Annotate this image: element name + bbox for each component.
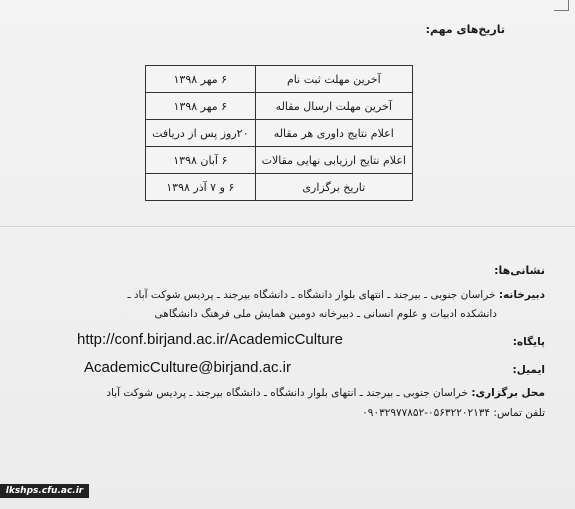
table-row [146, 120, 413, 147]
venue-line [106, 387, 545, 399]
addresses-heading: نشانی‌ها: [494, 264, 545, 277]
email-label: ایمیل: [512, 364, 545, 376]
secretariat-address: خراسان جنوبی ـ بیرجند ـ انتهای بلوار دانشگاه ـ دانشگاه بیرجند ـ پردیس شوکت آباد ـ [127, 289, 496, 301]
secretariat-label: دبیرخانه: [498, 289, 545, 301]
email-link[interactable]: AcademicCulture@birjand.ac.ir [84, 359, 291, 376]
date-value: ۶ مهر ۱۳۹۸ [146, 93, 256, 120]
venue-address: خراسان جنوبی ـ بیرجند ـ انتهای بلوار دانشگاه ـ دانشگاه بیرجند ـ پردیس شوکت آباد [106, 387, 468, 399]
secretariat-line-1 [127, 289, 545, 301]
date-label: اعلام نتایج ارزیابی نهایی مقالات [255, 147, 412, 174]
table-row [146, 93, 413, 120]
phone-number: ۰۵۶۳۲۲۰۲۱۳۴-۰۹۰۳۲۹۷۷۸۵۲ [362, 407, 491, 419]
website-link[interactable]: http://conf.birjand.ac.ir/AcademicCulture [77, 331, 343, 348]
date-value: ۶ آبان ۱۳۹۸ [146, 147, 256, 174]
date-value: ۲۰روز پس از دریافت [146, 120, 256, 147]
table-row [146, 66, 413, 93]
venue-label: محل برگزاری: [471, 387, 545, 399]
date-value: ۶ مهر ۱۳۹۸ [146, 66, 256, 93]
date-label: آخرین مهلت ثبت نام [255, 66, 412, 93]
date-label: اعلام نتایج داوری هر مقاله [255, 120, 412, 147]
table-row [146, 174, 413, 201]
secretariat-line-2: دانشکده ادبیات و علوم انسانی ـ دبیرخانه دومین همایش ملی فرهنگ دانشگاهی [154, 308, 497, 320]
date-value: ۶ و ۷ آذر ۱۳۹۸ [146, 174, 256, 201]
section-divider [0, 226, 575, 227]
page-corner-mark [554, 0, 569, 11]
site-watermark: lkshps.cfu.ac.ir [0, 484, 89, 498]
important-dates-table [145, 65, 413, 201]
table-row [146, 147, 413, 174]
date-label: آخرین مهلت ارسال مقاله [255, 93, 412, 120]
date-label: تاریخ برگزاری [255, 174, 412, 201]
phone-label: تلفن تماس: [493, 407, 545, 419]
phone-line [362, 407, 545, 419]
website-label: پایگاه: [512, 336, 545, 348]
important-dates-heading: تاریخ‌های مهم: [425, 23, 505, 36]
